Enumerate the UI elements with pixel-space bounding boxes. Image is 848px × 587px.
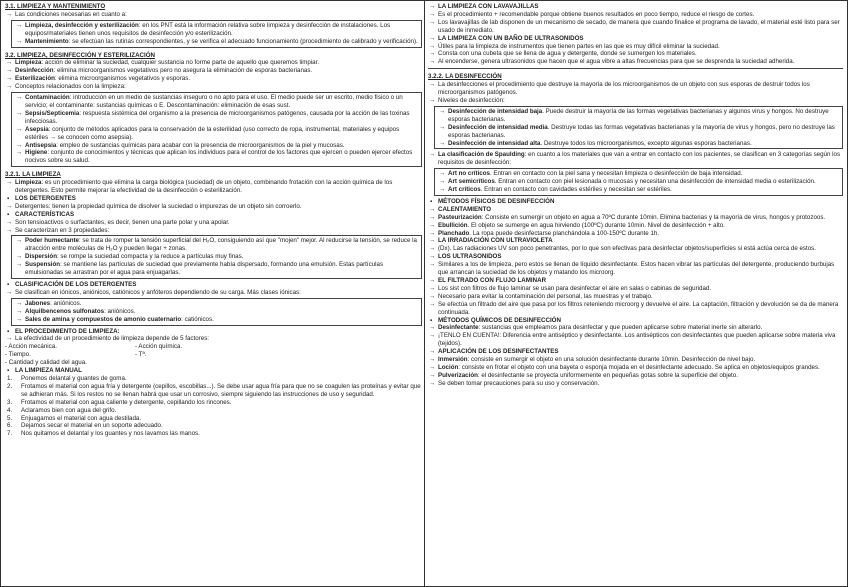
- subsection-title: → LA IRRADIACIÓN CON ULTRAVIOLETA: [428, 237, 843, 245]
- list-item: → Planchado. La ropa puede desinfectarse planchándola a 100-150ºC durante 1h.: [428, 230, 843, 238]
- text-line: → (Dx). Las radiaciones UV son poco penetrantes, por lo que son efectivas para desinfectar objetos/superficies si está actúa cerca de estos.: [428, 245, 843, 253]
- subsection-title: → LOS ULTRASONIDOS: [428, 253, 843, 261]
- text-line: → Niveles de desinfección:: [428, 97, 843, 105]
- list-item: → Art semicríticos. Entran en contacto con piel lesionada o mucosas y necesitan una desinfección de intensidad media o esterilización.: [438, 178, 839, 186]
- step-item: 1. Ponemos delantal y guantes de goma.: [7, 374, 127, 382]
- step-item: 4. Aclaramos bien con agua del grifo.: [7, 406, 117, 414]
- list-item: → Conceptos relacionados con la limpieza:: [5, 83, 422, 91]
- list-item: → Consta con una cubeta que se llena de agua y detergente, donde se sumergen los materiales.: [428, 50, 843, 58]
- list-item: → Suspensión: se mantiene las partículas de suciedad que previamente había dispersado, formando una emulsión. Estas partículas emulsionadas se arrastran por el agua para enjuagarlas.: [15, 261, 418, 277]
- section-title: 3.2. LIMPIEZA, DESINFECCIÓN Y ESTERILIZACIÓN: [5, 51, 156, 59]
- list-item: → Desinfección de intensidad alta. Destruye todos los microorganismos, excepto algunas esporas bacterianas.: [438, 140, 839, 148]
- list-item: → Mantenimiento: se efectúan las rutinas correspondientes, y se verifica el adecuado funcionamiento (procedimiento de calibrado y verificación).: [15, 38, 418, 46]
- step-item: 7. Nos quitamos el delantal y los guantes y nos lavamos las manos.: [7, 430, 200, 438]
- list-item: → Se deben tomar precauciones para su uso y conservación.: [428, 380, 843, 388]
- text-line: → La clasificación de Spaulding: en cuanto a los materiales que van a entrar en contacto con los pacientes, se clasifican en 3 categorías según los requisitos de desinfección:: [428, 151, 843, 167]
- list-item: → Desinfección de intensidad media. Destruye todas las formas vegetativas bacterianas y la mayoría de virus y hongos, pero no destruye las esporas bacterianas.: [438, 124, 839, 140]
- subsection-title: → APLICACIÓN DE LOS DESINFECTANTES: [428, 348, 843, 356]
- column-divider: [424, 1, 425, 586]
- text-line: → Se clasifican en iónicos, aniónicos, catiónicos y anfóteros dependiendo de su carga. Más clases iónicas:: [5, 289, 422, 297]
- subsection-title: → LA LIMPIEZA CON UN BAÑO DE ULTRASONIDOS: [428, 35, 843, 43]
- right-column: [428, 3, 843, 584]
- list-item: → Higiene: conjunto de conocimientos y técnicas que aplican los individuos para el control de los factores que ejercen o pueden ejercer efectos nocivos sobre su salud.: [15, 149, 418, 165]
- definition: → Desinfectante: sustancias que empleamos para desinfectar y que pueden aplicarse sobre material inerte sin alterarlo.: [428, 324, 843, 332]
- list-item: → Es el procedimiento + recomendable porque obtiene buenos resultados en poco tiempo, reduce el riesgo de cortes.: [428, 11, 843, 19]
- definition: → Limpieza: es un procedimiento que elimina la carga biológica (suciedad) de un objeto, combinando frotación con la acción química de los detergentes. Esto permite mejorar la efectividad de la desinfección o esterilización.: [5, 179, 422, 195]
- list-item: → Desinfección: elimina microorganismos vegetativos pero no asegura la eliminación de esporas bacterianas.: [5, 67, 422, 75]
- step-item: 3. Frotamos el material con agua caliente y detergente, cepillando los rincones.: [7, 398, 232, 406]
- list-item: → Limpieza, desinfección y esterilización: en los PNT está la información relativa sobre limpieza y desinfección de instalaciones. Los equipos/materiales tienen unos requisitos de desinfección y/o esterilización.: [15, 22, 418, 38]
- list-item: → Alquilbencenos sulfonatos: aniónicos.: [15, 308, 418, 316]
- subsection-title: → LA LIMPIEZA CON LAVAVAJILLAS: [428, 3, 843, 11]
- step-item: 6. Dejamos secar el material en un soporte adecuado.: [7, 422, 163, 430]
- section-title: 3.2.1. LA LIMPIEZA: [5, 171, 61, 179]
- list-item: → Los sist con filtros de flujo laminar se usan para desinfectar el aire en salas o cabinas de seguridad.: [428, 285, 843, 293]
- list-item: → Útiles para la limpieza de instrumentos que tienen partes en las que es muy difícil eliminar la suciedad.: [428, 43, 843, 51]
- separator: [428, 68, 843, 69]
- subsection-title: ▪ LOS DETERGENTES: [5, 195, 422, 203]
- text-line: - Cantidad y calidad del agua.: [5, 359, 87, 367]
- list-item: → Sepsis/Septicemia: respuesta sistémica del organismo a la presencia de microorganismos patógenos, causada por la acción de las toxinas infecciosas.: [15, 110, 418, 126]
- step-item: 2. Frotamos el material con agua fría y detergente (cepillos, escobillas...). Se debe usar agua fría para que no se coagulen las proteínas y evitar que se adhieran más. Si los restos no se llenan habrá que usar un corrosivo, siempre siguiendo las instrucciones de uso y seguridad.: [7, 382, 421, 398]
- list-item: → Jabones: aniónicos.: [15, 300, 418, 308]
- list-item: → Esterilización: elimina microorganismos vegetativos y esporas.: [5, 75, 422, 83]
- list-item: → Dispersión: se rompe la suciedad compacta y la reduce a partículas muy finas.: [15, 253, 418, 261]
- list-item: → Los lavavajillas de lab disponen de un mecanismo de secado, de manera que cuando finalice el programa de lavado, el material esté listo para ser usado de inmediato.: [428, 19, 843, 35]
- levels-box: [434, 106, 843, 150]
- list-item: → Art críticos. Entran en contacto con cavidades estériles y necesitan ser estériles.: [438, 186, 839, 194]
- subsection-title: ▪ MÉTODOS FÍSICOS DE DESINFECCIÓN: [428, 198, 843, 206]
- list-item: → Pulverización: el desinfectante se proyecta uniformemente en pequeñas gotas sobre la superficie del objeto.: [428, 372, 843, 380]
- list-item: → Antisepsia: empleo de sustancias químicas para acabar con la presencia de microorganismos de la piel y mucosas.: [15, 142, 418, 150]
- factor-row: - Tiempo. - Tª.: [5, 351, 147, 359]
- spaulding-box: [434, 168, 843, 196]
- list-item: → Contaminación: introducción en un medio de sustancias inseguro o no apto para el uso. El medio puede ser un escrito, medio físico o un servicio; el contaminante: sustancias químicas o E. Descontaminación: eliminación de esas sust.: [15, 94, 418, 110]
- text-line: → Son tensioactivos o surfactantes, es decir, tienen una parte polar y una apolar.: [5, 219, 422, 227]
- text-line: → La desinfecciones el procedimiento que destruye la mayoría de los microorganismos de un objeto con sus esporas de destruir todos los microorganismos patógenos.: [428, 81, 843, 97]
- list-item: → Desinfección de intensidad baja. Puede destruir la mayoría de las formas vegetativas bacterianas y algunos virus y hongos. No destruye esporas bacterianas.: [438, 108, 839, 124]
- list-item: → Al encenderse, genera ultrasonidos que hacen que el agua vibre a altas frecuencias para que se desprenda la suciedad adherida.: [428, 58, 843, 66]
- subsection-title: ▪ CARACTERÍSTICAS: [5, 211, 422, 219]
- section-title: 3.2.2. LA DESINFECCIÓN: [428, 73, 502, 81]
- list-item: → Necesario para evitar la contaminación del personal, las muestras y el trabajo.: [428, 293, 843, 301]
- concept-box: [11, 92, 422, 167]
- subsection-title: → EL FILTRADO CON FLUJO LAMINAR: [428, 277, 843, 285]
- concept-box: [11, 20, 422, 48]
- list-item: → Se efectúa un filtrado del aire que pasa por los filtros reteniendo microorg y devuelve el aire. La captación, filtración y devolución se da de manera continuada.: [428, 301, 843, 317]
- list-item: → Poder humectante: se trata de romper la tensión superficial del H₂O, consiguiendo así que "mojen" mejor. Al reducirse la tensión, se reduce la atracción entre moléculas de H₂O y pueden llegar + zonas.: [15, 237, 418, 253]
- subsection-title: ▪ MÉTODOS QUÍMICOS DE DESINFECCIÓN: [428, 317, 843, 325]
- classification-box: [11, 298, 422, 326]
- note: → ¡TENLO EN CUENTA!: Diferencia entre antiséptico y desinfectante. Los antisépticos con desinfectantes que pueden aplicarse sobre materia viva (tejidos).: [428, 332, 843, 348]
- list-item: → Art no críticos. Entran en contacto con la piel sana y necesitan limpieza o desinfección de baja intensidad.: [438, 170, 839, 178]
- factor-row: - Acción mecánica. - Acción química.: [5, 343, 183, 351]
- list-item: → Inmersión: consiste en sumergir el objeto en una solución desinfectante durante 10min. Desinfección de nivel bajo.: [428, 356, 843, 364]
- list-item: → Asepsia: conjunto de métodos aplicados para la conservación de la esterilidad (uso correcto de ropa, instrumental, materiales y equipos estériles → se conocen como asepsia).: [15, 126, 418, 142]
- left-column: [5, 3, 422, 584]
- text-line: → La efectividad de un procedimiento de limpieza depende de 5 factores:: [5, 335, 422, 343]
- section-title: 3.1. LIMPIEZA Y MANTENIMIENTO: [5, 3, 106, 10]
- list-item: → Limpieza: acción de eliminar la suciedad, cualquier sustancia no forme parte de aquello que queremos limpiar.: [5, 59, 422, 67]
- text-line: → Se caracterizan en 3 propiedades:: [5, 227, 422, 235]
- subsection-title: ▪ LA LIMPIEZA MANUAL: [5, 367, 422, 375]
- list-item: → Loción: consiste en frotar el objeto con una bayeta o esponja mojada en el desinfectante adecuado. Se aplica en objetos/equipos grandes.: [428, 364, 843, 372]
- subsection-title: ▪ EL PROCEDIMIENTO DE LIMPIEZA:: [5, 328, 422, 336]
- properties-box: [11, 235, 422, 279]
- text-line: → Detergentes: tienen la propiedad química de disolver la suciedad o impurezas de un objeto sin corroerlo.: [5, 203, 422, 211]
- text-line: → Las condiciones necesarias en cuanto a:: [5, 11, 422, 19]
- subsection-title: → CALENTAMIENTO: [428, 206, 843, 214]
- step-item: 5. Enjuagamos el material con agua destilada.: [7, 414, 142, 422]
- subsection-title: ▪ CLASIFICACIÓN DE LOS DETERGENTES: [5, 281, 422, 289]
- list-item: → Pasteurización: Consiste en sumergir un objeto en agua a 70ºC durante 10min. Elimina bacterias y la mayoría de virus, hongos y protozoos.: [428, 214, 843, 222]
- text-line: → Similares a los de limpieza, pero estos se llenan de líquido desinfectante. Estos hacen vibrar las partículas del detergente, produciendo burbujas que arrancan la suciedad de los objetos y matando los microorg.: [428, 261, 843, 277]
- list-item: → Sales de amina y compuestos de amonio cuaternario: catiónicos.: [15, 316, 418, 324]
- list-item: → Ebullición. El objeto se sumerge en agua hirviendo (100ºC) durante 10min. Nivel de desinfección + alto.: [428, 222, 843, 230]
